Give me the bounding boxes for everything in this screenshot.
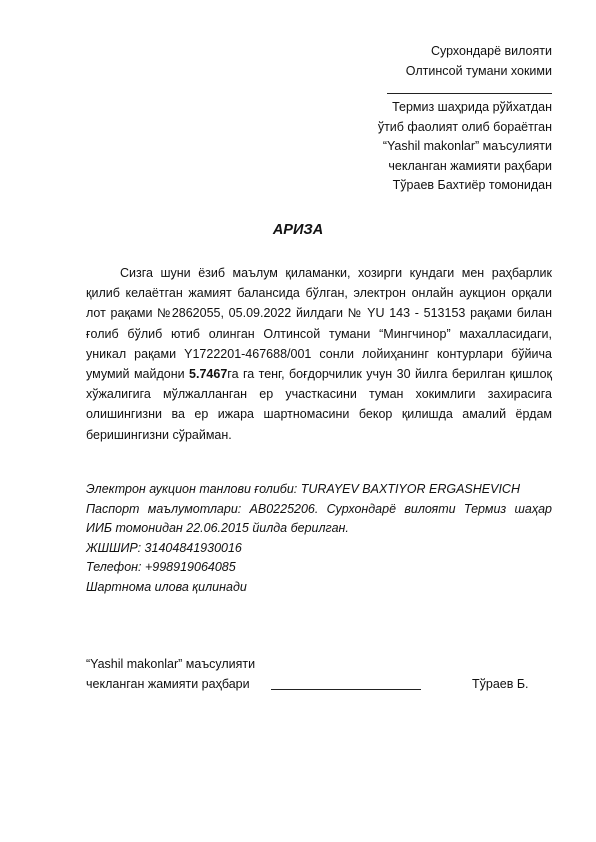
attachment-note: Шартнома илова қилинади [86,579,247,594]
body-text-part-2: га га тенг, боғдорчилик учун 30 йилга берилган қишлоқ хўжалигига мўлжалланган ер участкасини туман хокимлиги захирасига олишингизни ва ер ижара шартномасини бекор қилишда амалий ёрдам беришингизни сўрайман. [86,367,552,442]
addressee-divider [387,87,552,94]
sender-line-5: Тўраев Бахтиёр томонидан [392,178,552,192]
phone-number: Телефон: +998919064085 [86,560,236,574]
sender-line-1: Термиз шаҳрида рўйхатдан [392,100,552,114]
signature-org-line-2: чекланган жамияти раҳбари [86,676,250,691]
auction-winner: Электрон аукцион танлови ғолиби: TURAYEV BAXTIYOR ERGASHEVICH [86,482,520,496]
passport-details: Паспорт маълумотлари: АВ0225206. Сурхондарё вилояти Термиз шаҳар ИИБ томонидан 22.06.2015 йилда берилган. [86,501,552,535]
addressee-block [378,42,552,196]
sender-line-3: “Yashil makonlar” маъсулияти [382,139,552,153]
body-text-part-1: Сизга шуни ёзиб маълум қиламанки, хозирги кундаги мен раҳбарлик қилиб келаётган жамият балансида бўлган, электрон онлайн аукцион орқали лот рақами №2862055, 05.09.2022 йилдаги № YU 143 - 513153 рақами билан ғолиб бўлиб ютиб олинган Олтинсой тумани “Мингчинор” махалласидаги, уникал рақами Y1722201-467688/001 сонли лойиҳанинг контурлари бўйича умумий майдони [86,266,552,382]
sender-line-4: чекланган жамияти раҳбари [388,158,552,173]
jshshir-number: ЖШШИР: 31404841930016 [86,540,242,555]
sender-line-2: ўтиб фаолият олиб бораётган [377,119,552,134]
addressee-region: Сурхондарё вилояти [430,44,552,58]
application-body [86,263,552,445]
addressee-district: Олтинсой тумани хокими [405,63,552,78]
signature-org-line-1: “Yashil makonlar” маъсулияти [86,657,256,671]
applicant-info [86,480,552,597]
signature-block [86,655,552,694]
signature-name: Тўраев Б. [472,677,529,691]
land-area-value: 5.7467 [189,367,228,382]
document-title: АРИЗА [272,222,324,238]
signature-line [271,689,421,690]
